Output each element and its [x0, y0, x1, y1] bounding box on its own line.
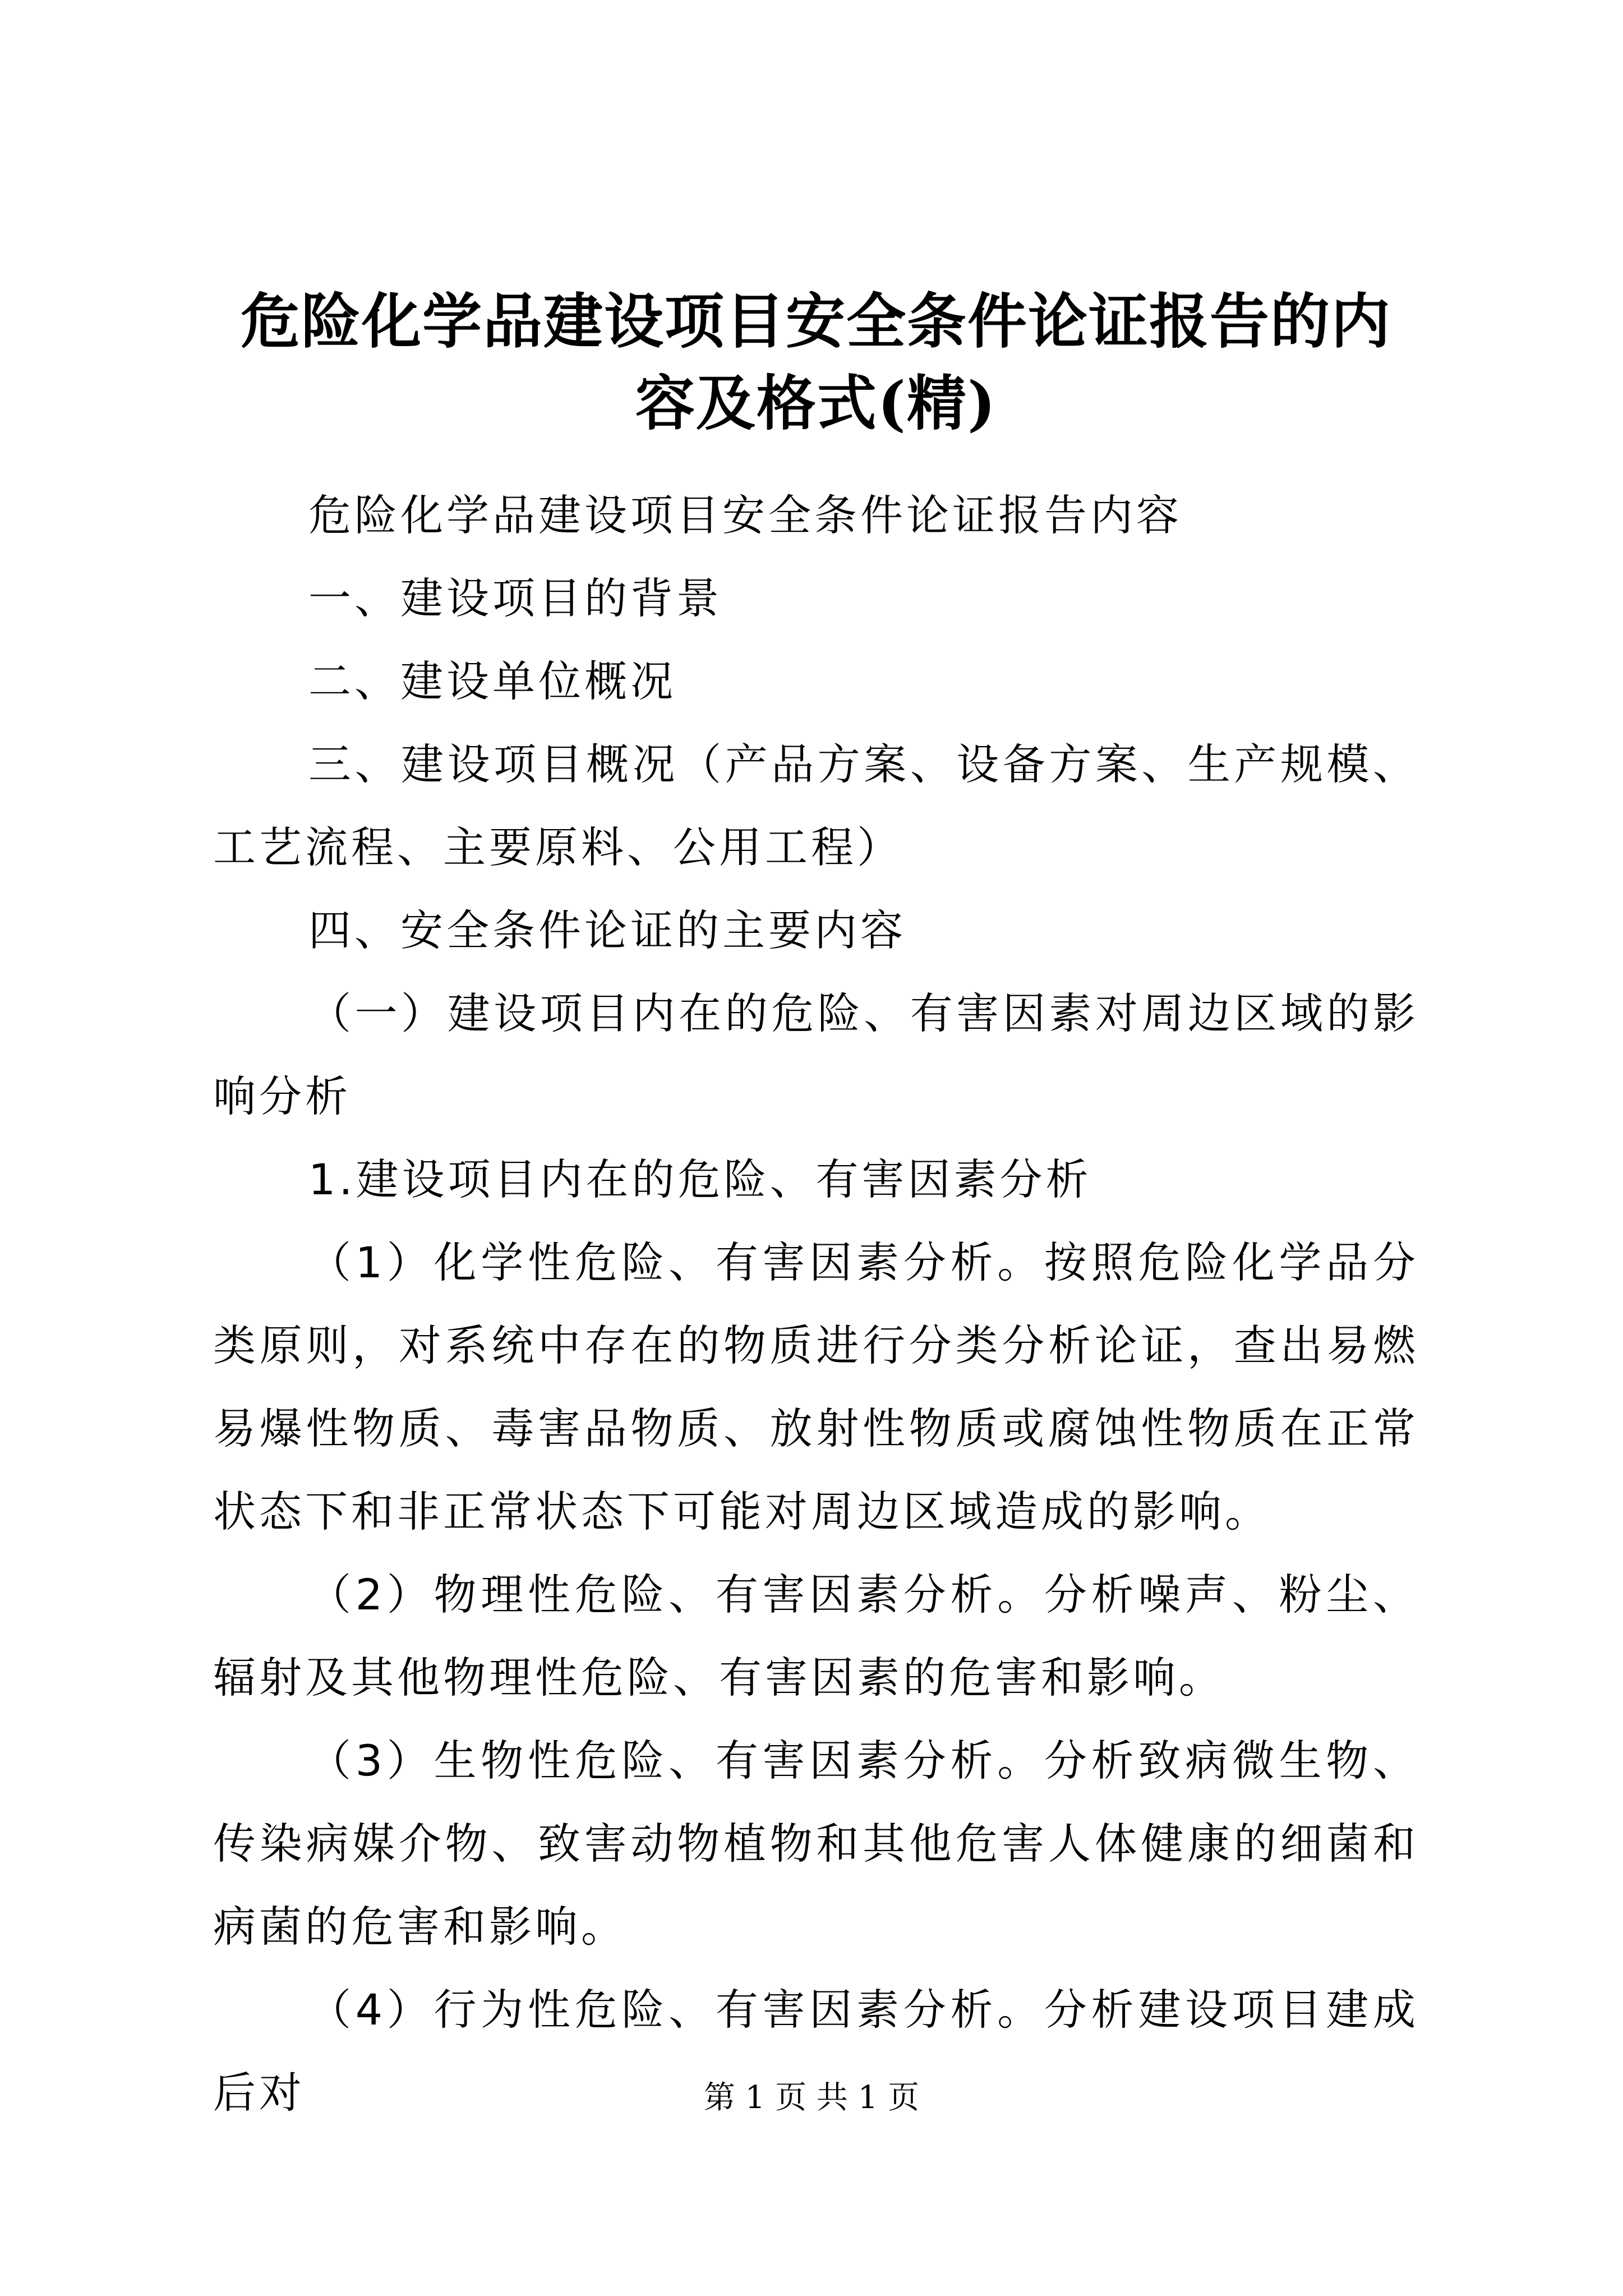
- paragraph-physical-hazards: （2）物理性危险、有害因素分析。分析噪声、粉尘、辐射及其他物理性危险、有害因素的危害和影响。: [213, 1570, 1419, 1703]
- paragraph-chemical-hazards: （1）化学性危险、有害因素分析。按照危险化学品分类原则，对系统中存在的物质进行分类分析论证，查出易燃易爆性物质、毒害品物质、放射性物质或腐蚀性物质在正常状态下和非正常状态下可能对周边区域造成的影响。: [213, 1237, 1419, 1536]
- document-body: [213, 474, 1419, 2134]
- paragraph-section-2: 二、建设单位概况: [308, 656, 676, 706]
- paragraph-biological-hazards: （3）生物性危险、有害因素分析。分析致病微生物、传染病媒介物、致害动物植物和其他危害人体健康的细菌和病菌的危害和影响。: [213, 1736, 1419, 1952]
- paragraph-report-heading: 危险化学品建设项目安全条件论证报告内容: [308, 490, 1182, 540]
- document-title: 危险化学品建设项目安全条件论证报告的内容及格式(精): [241, 286, 1391, 438]
- page-footer: 第 1 页 共 1 页: [703, 2079, 920, 2116]
- paragraph-section-1: 一、建设项目的背景: [308, 573, 722, 623]
- paragraph-item-1: 1.建设项目内在的危险、有害因素分析: [308, 1154, 1092, 1204]
- paragraph-section-3: 三、建设项目概况（产品方案、设备方案、生产规模、工艺流程、主要原料、公用工程）: [213, 739, 1419, 872]
- paragraph-behavioral-hazards: （4）行为性危险、有害因素分析。分析建设项目建成后对: [213, 1985, 1419, 2118]
- paragraph-subsection-1: （一）建设项目内在的危险、有害因素对周边区域的影响分析: [213, 988, 1419, 1121]
- paragraph-section-4: 四、安全条件论证的主要内容: [308, 905, 906, 955]
